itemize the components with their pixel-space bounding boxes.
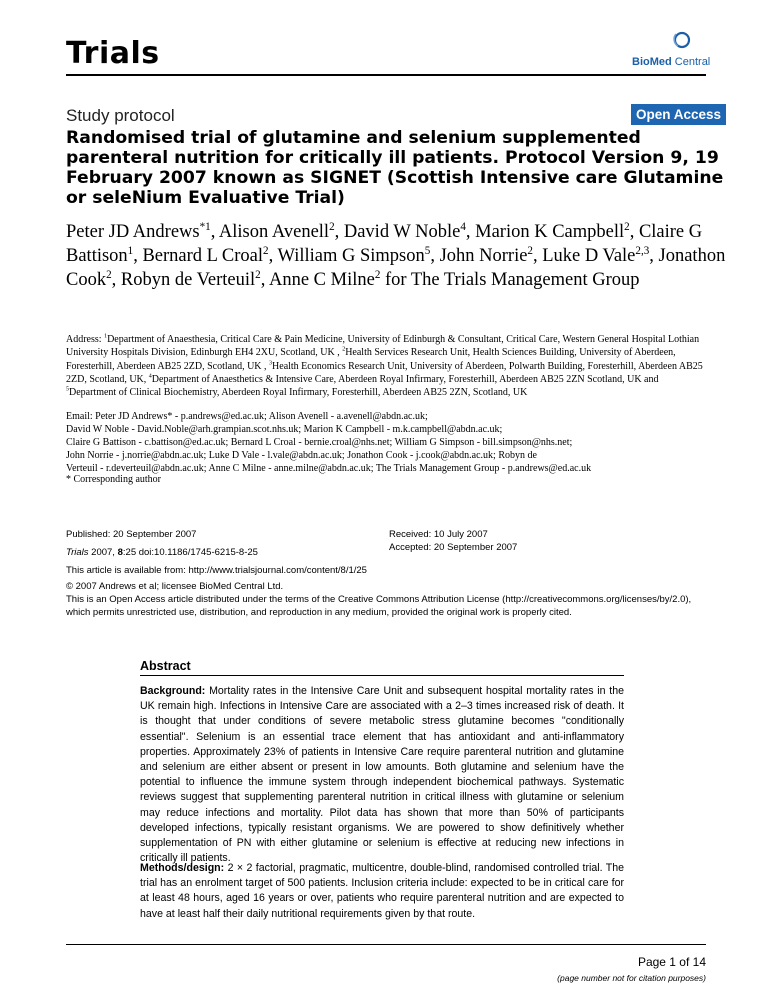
- author: Luke D Vale$^{2,3}$,: [542, 244, 659, 266]
- email-line: John Norrie - j.norrie@abdn.ac.uk; Luke D Vale - l.vale@abdn.ac.uk; Jonathon Cook - j.cook@abdn.ac.uk; Robyn de: [66, 450, 537, 461]
- abstract-methods: Methods/design: 2 × 2 factorial, pragmatic, multicentre, double-blind, randomised controlled trial. The trial has an enrolment target of 500 patients. Inclusion criteria include: expected to be in critical care for at least 48 hours, aged 16 years or over, patients who require parenteral nutrition and are expected to have at least half their daily nutritional requirements given by that route.: [140, 862, 624, 920]
- header-rule: [66, 74, 706, 76]
- citation: Trials 2007, 8:25 doi:10.1186/1745-6215-8-25: [66, 547, 258, 558]
- published-date: Published: 20 September 2007: [66, 529, 197, 540]
- license-block: [66, 580, 716, 619]
- author-emails: [66, 410, 706, 475]
- open-access-badge: Open Access: [631, 104, 726, 125]
- author: William G Simpson$^5$,: [277, 244, 440, 266]
- abstract-background: Background: Mortality rates in the Intensive Care Unit and subsequent hospital mortality rates in the UK remain high. Infections in Intensive Care are associated with a 2–3 times increased risk of death. It is thought that under conditions of severe metabolic stress glutamine becomes "conditionally essential". Selenium is an essential trace element that has antioxidant and anti-inflammatory properties. Approximately 23% of patients in Intensive Care require parenteral nutrition and glutamine and selenium are either absent or present in low amounts. Both glutamine and selenium have the potential to influence the immune system through independent biochemical pathways. Systematic reviews suggest that supplementing parenteral nutrition in critical illness with glutamine or selenium may reduce infections and mortality. Pilot data has shown that more than 50% of participants developed infections, typically resistant organisms. We are powered to show definitively whether supplementation of PN with either glutamine or selenium is effective at reducing new infections in critically ill patients.: [140, 685, 624, 865]
- email-line: Claire G Battison - c.battison@ed.ac.uk; Bernard L Croal - bernie.croal@nhs.net; William G Simpson - bill.simpson@nhs.net;: [66, 437, 573, 448]
- publisher-logo-text: [632, 56, 710, 68]
- page-number-note: (page number not for citation purposes): [557, 973, 706, 983]
- author: Peter JD Andrews$^{*1}$,: [66, 220, 219, 242]
- footer-rule: [66, 944, 706, 945]
- author: Alison Avenell$^2$,: [218, 220, 344, 242]
- license-link[interactable]: http://creativecommons.org/licenses/by/2.0: [505, 594, 686, 605]
- journal-title: Trials: [66, 36, 160, 71]
- license-text: This is an Open Access article distributed under the terms of the Creative Commons Attribution License (http://creativecommons.org/licenses/by/2.0), which permits unrestricted use, distribution, and reproduction in any medium, provided the original work is properly cited.: [66, 594, 692, 618]
- accepted-date: Accepted: 20 September 2007: [389, 542, 518, 553]
- author: Bernard L Croal$^2$,: [142, 244, 278, 266]
- article-url: This article is available from: http://www.trialsjournal.com/content/8/1/25: [66, 565, 367, 576]
- email-line: Verteuil - r.deverteuil@abdn.ac.uk; Anne C Milne - anne.milne@abdn.ac.uk; The Trials Management Group - p.andrews@ed.ac.uk: [66, 463, 592, 474]
- received-date: Received: 10 July 2007: [389, 529, 488, 540]
- email-line: Email: Peter JD Andrews* - p.andrews@ed.ac.uk; Alison Avenell - a.avenell@abdn.ac.uk;: [66, 411, 428, 422]
- author: John Norrie$^2$,: [439, 244, 543, 266]
- email-line: David W Noble - David.Noble@arh.grampian.scot.nhs.uk; Marion K Campbell - m.k.campbell@abdn.ac.uk;: [66, 424, 503, 435]
- author: Marion K Campbell$^2$,: [475, 220, 639, 242]
- author: Robyn de Verteuil$^2$,: [120, 268, 269, 290]
- publisher-rest: Central: [671, 56, 711, 68]
- section-label: Study protocol: [66, 106, 175, 125]
- copyright-line: © 2007 Andrews et al; licensee BioMed Central Ltd.: [66, 581, 284, 592]
- author: Anne C Milne$^2$ for The Trials Management Group: [268, 268, 640, 290]
- affiliation-address: Address: $^1$Department of Anaesthesia, Critical Care & Pain Medicine, University of Edinburgh & Consultant, Critical Care, Western General Hospital Lothian University Hospitals Division, Edinburgh EH4 2XU, Scotland, UK , $^2$Health Services Research Unit, Health Sciences Building, University of Aberdeen, Foresterhill, Aberdeen AB25 2ZD, Scotland, UK , $^3$Health Economics Research Unit, University of Aberdeen, Polwarth Building, Foresterhill, Aberdeen AB25 2ZD, Scotland, UK, $^4$Department of Anaesthetics & Intensive Care, Aberdeen Royal Infirmary, Foresterhill, Aberdeen AB25 2ZN Scotland, UK and $^5$Department of Clinical Biochemistry, Aberdeen Royal Infirmary, Foresterhill, Aberdeen AB25 2ZN, Scotland, UK: [66, 333, 703, 399]
- author: Claire G Battison$^1$,: [66, 222, 703, 266]
- abstract-heading: Abstract: [140, 659, 624, 676]
- author: Jonathon Cook$^2$,: [66, 246, 726, 290]
- article-title: Randomised trial of glutamine and selenium supplemented parenteral nutrition for critically ill patients. Protocol Version 9, 19 February 2007 known as SIGNET (Scottish Intensive care Glutamine or seleNium Evaluative Trial): [66, 128, 724, 208]
- publisher-bold: BioMed: [632, 56, 672, 68]
- page-number: Page 1 of 14: [637, 955, 706, 969]
- author: David W Noble$^4$,: [343, 220, 476, 242]
- corresponding-author-note: * Corresponding author: [66, 474, 161, 485]
- author-list: [66, 220, 726, 292]
